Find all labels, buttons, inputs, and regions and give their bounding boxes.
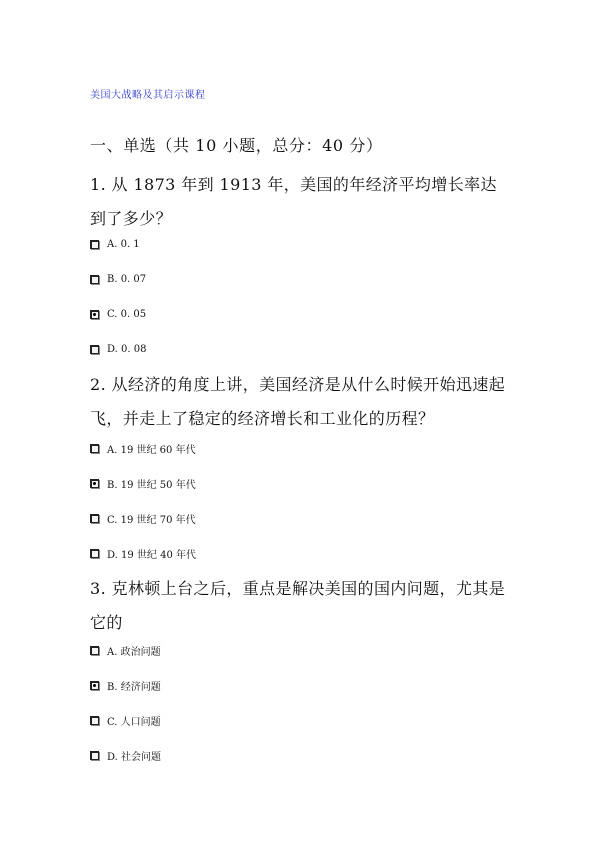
checkbox-checked-icon[interactable] [90, 310, 99, 319]
option-label: C. 0. 05 [107, 308, 147, 320]
question-1-text: 1. 从 1873 年到 1913 年，美国的年经济平均增长率达到了多少？ [90, 175, 497, 228]
section-title: 一、单选（共 10 小题，总分：40 分） [90, 136, 383, 155]
option-label: D. 0. 08 [107, 343, 147, 355]
question-2-text: 2. 从经济的角度上讲，美国经济是从什么时候开始迅速起飞，并走上了稳定的经济增长和工业化的历程？ [90, 375, 506, 428]
option-label: A. 0. 1 [107, 238, 140, 250]
question-3-text: 3. 克林顿上台之后，重点是解决美国的国内问题，尤其是它的 [90, 579, 506, 632]
q3-option-b[interactable] [90, 677, 161, 693]
option-label: B. 19 世纪 50 年代 [107, 479, 196, 491]
checkbox-icon[interactable] [90, 240, 99, 249]
q3-option-a[interactable] [90, 642, 161, 658]
checkbox-icon[interactable] [90, 646, 99, 655]
option-label: A. 政治问题 [107, 646, 161, 658]
q2-option-c[interactable] [90, 510, 196, 526]
q2-option-b[interactable] [90, 475, 196, 491]
checkbox-icon[interactable] [90, 444, 99, 453]
checkbox-checked-icon[interactable] [90, 681, 99, 690]
checkbox-icon[interactable] [90, 751, 99, 760]
checkbox-icon[interactable] [90, 514, 99, 523]
option-label: B. 经济问题 [107, 681, 161, 693]
q1-option-a[interactable] [90, 236, 140, 252]
option-label: A. 19 世纪 60 年代 [107, 444, 196, 456]
q1-option-b[interactable] [90, 271, 146, 287]
checkbox-icon[interactable] [90, 345, 99, 354]
option-label: C. 人口问题 [107, 716, 161, 728]
checkbox-checked-icon[interactable] [90, 479, 99, 488]
checkbox-icon[interactable] [90, 549, 99, 558]
q3-option-d[interactable] [90, 747, 161, 763]
course-title-link[interactable]: 美国大战略及其启示课程 [90, 90, 206, 101]
q2-option-d[interactable] [90, 545, 196, 561]
q2-option-a[interactable] [90, 440, 196, 456]
q1-option-d[interactable] [90, 341, 146, 357]
option-label: D. 19 世纪 40 年代 [107, 549, 197, 561]
option-label: C. 19 世纪 70 年代 [107, 514, 196, 526]
q1-option-c[interactable] [90, 306, 146, 322]
option-label: D. 社会问题 [107, 751, 162, 763]
checkbox-icon[interactable] [90, 716, 99, 725]
q3-option-c[interactable] [90, 712, 161, 728]
option-label: B. 0. 07 [107, 273, 147, 285]
checkbox-icon[interactable] [90, 275, 99, 284]
